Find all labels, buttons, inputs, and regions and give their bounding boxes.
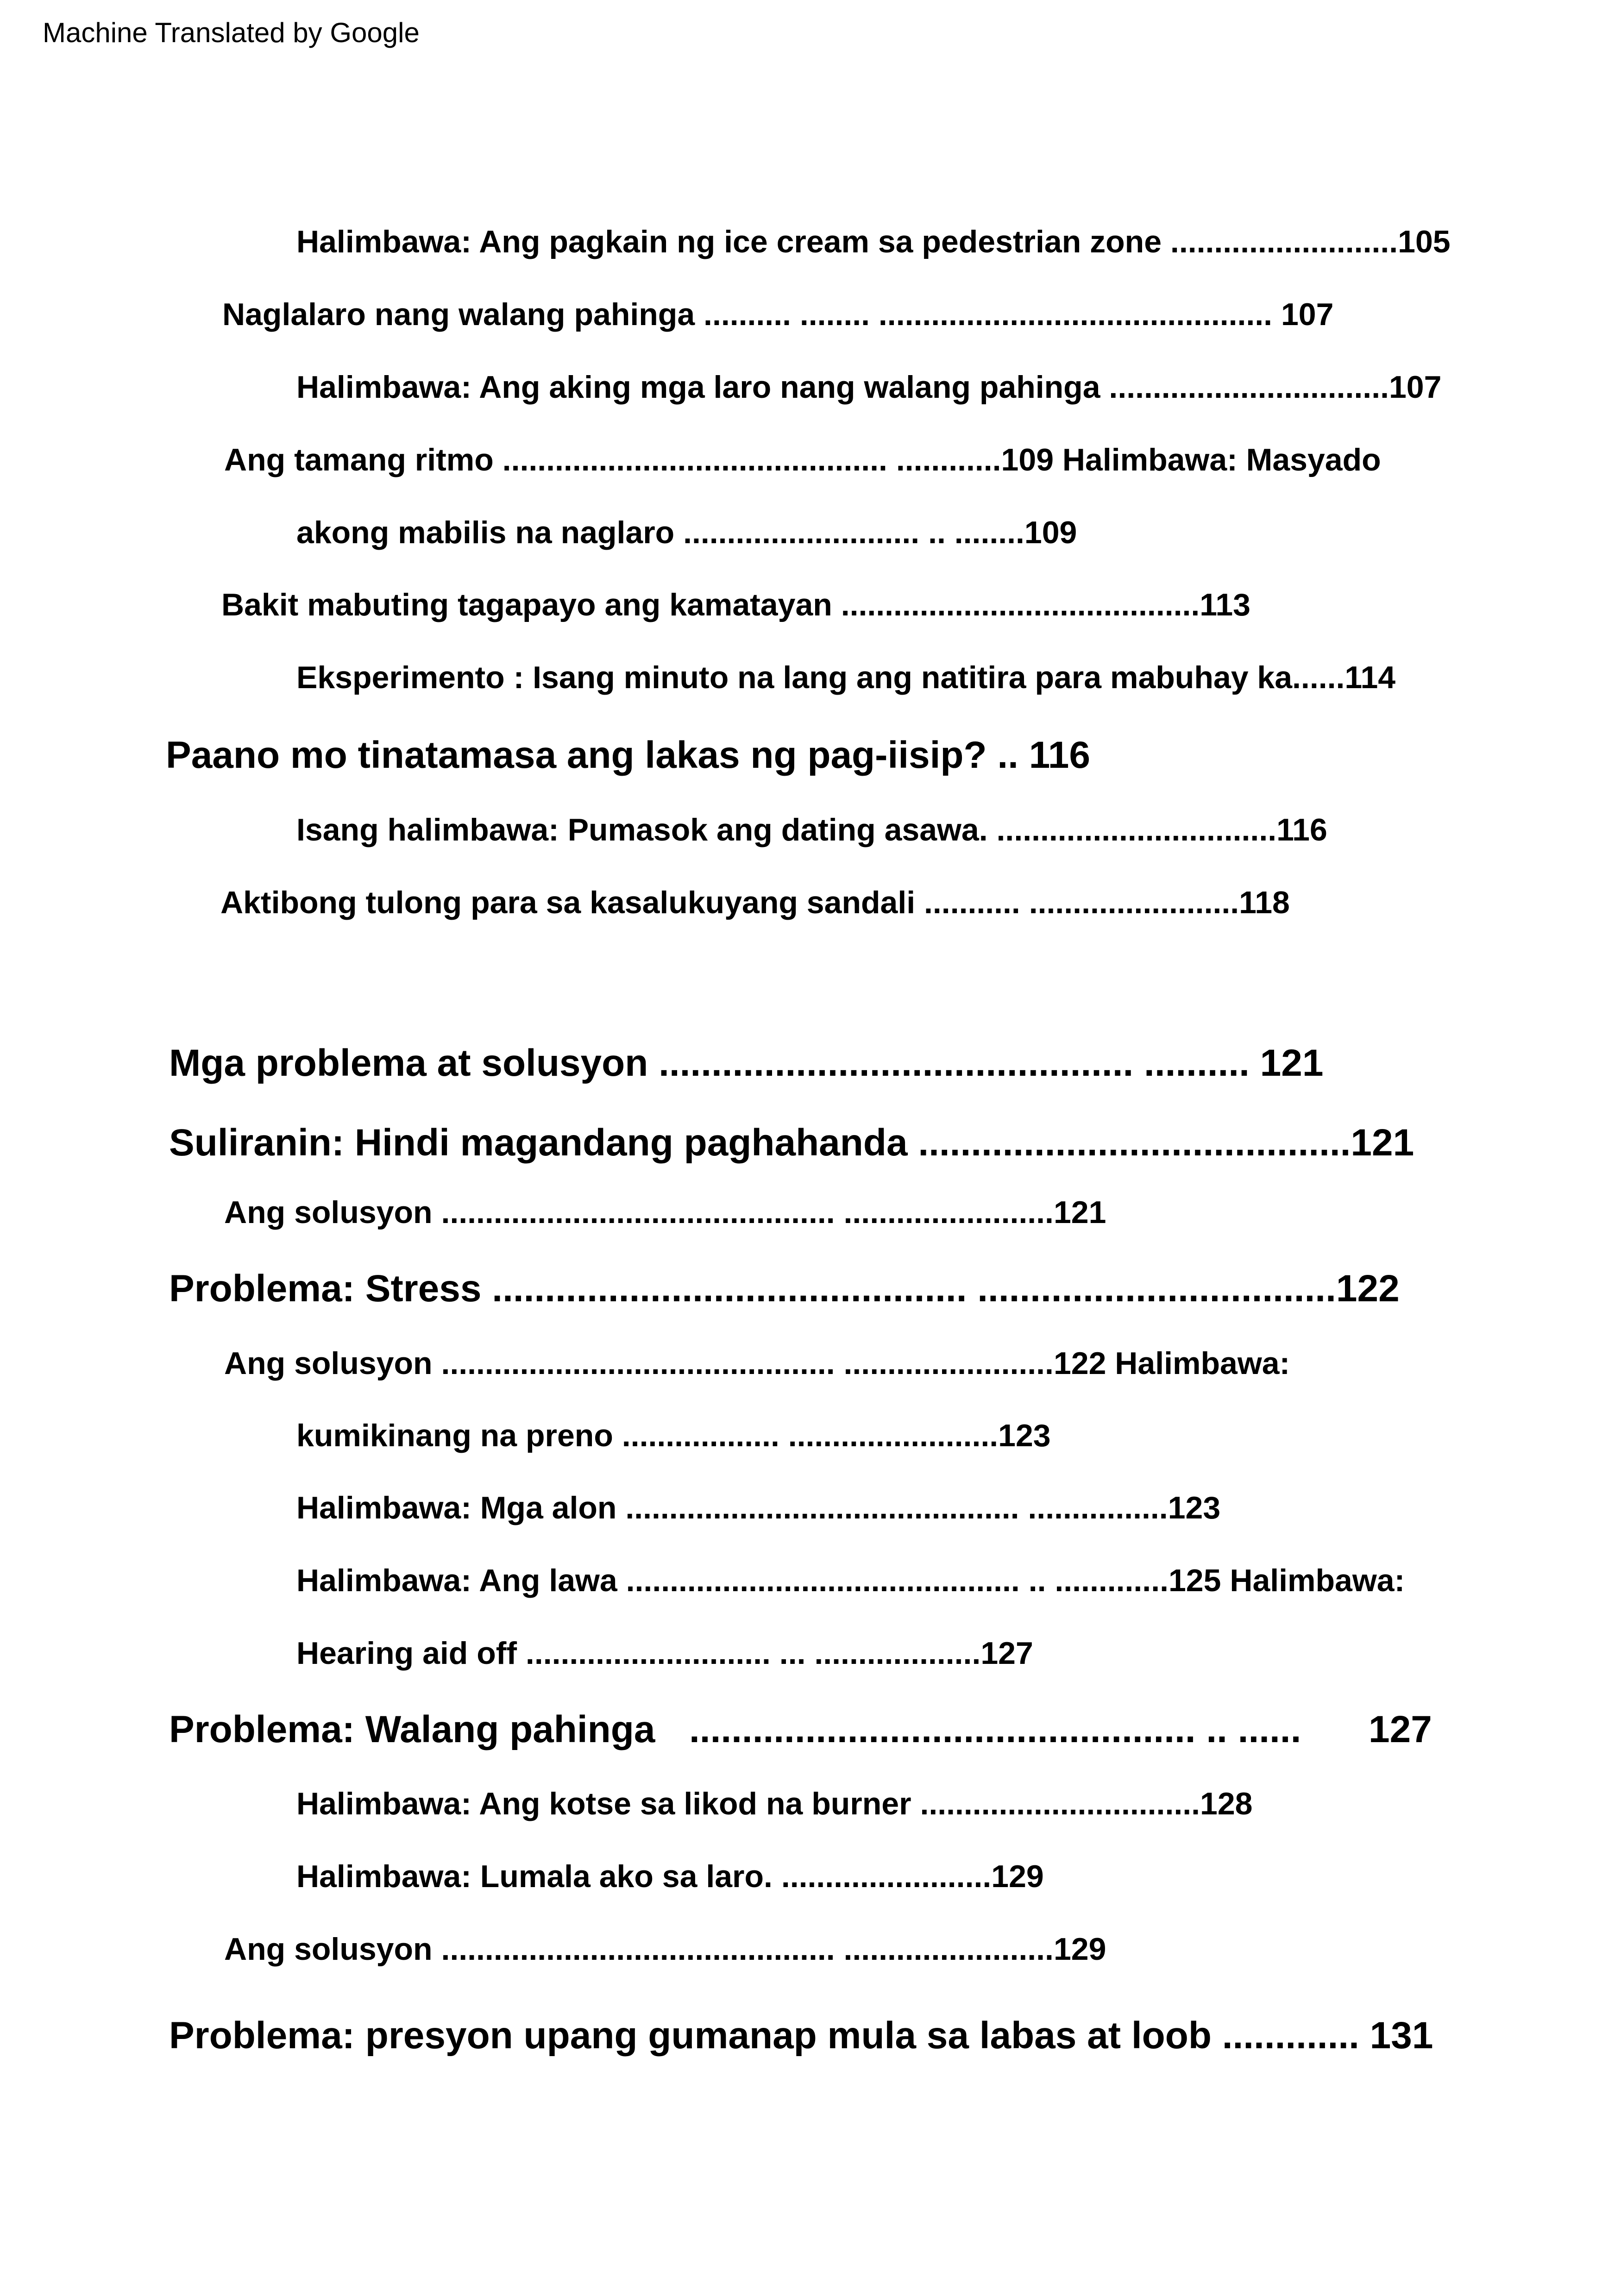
- toc-entry[interactable]: Halimbawa: Lumala ako sa laro. ........................129: [296, 1859, 1044, 1894]
- toc-entry[interactable]: Ang solusyon ............................................. ........................129: [224, 1932, 1106, 1967]
- toc-entry[interactable]: kumikinang na preno .................. ........................123: [296, 1418, 1051, 1453]
- toc-entry[interactable]: akong mabilis na naglaro ........................... .. ........109: [296, 515, 1077, 550]
- toc-entry[interactable]: Halimbawa: Ang pagkain ng ice cream sa pedestrian zone ..........................105: [296, 224, 1451, 259]
- toc-page-number: 127: [1369, 1708, 1432, 1750]
- toc-chapter-heading[interactable]: Suliranin: Hindi magandang paghahanda .........................................121: [169, 1122, 1414, 1164]
- toc-entry[interactable]: Ang solusyon ............................................. ........................122 Halimbawa:: [224, 1346, 1290, 1381]
- toc-entry[interactable]: Halimbawa: Mga alon ............................................. ................123: [296, 1490, 1221, 1525]
- toc-chapter-heading[interactable]: Mga problema at solusyon ............................................. .......... 121: [169, 1042, 1324, 1084]
- toc-entry[interactable]: Ang tamang ritmo ............................................ ............109 Halimbawa: Masyado: [224, 442, 1381, 477]
- toc-entry[interactable]: Aktibong tulong para sa kasalukuyang sandali ........... ........................118: [220, 885, 1290, 920]
- toc-chapter-heading[interactable]: Problema: Stress ............................................. ..................................122: [169, 1267, 1400, 1310]
- toc-chapter-heading[interactable]: Problema: Walang pahinga: [169, 1708, 655, 1750]
- toc-entry[interactable]: Bakit mabuting tagapayo ang kamatayan .........................................113: [221, 587, 1250, 622]
- toc-entry[interactable]: Ang solusyon ............................................. ........................121: [224, 1195, 1106, 1230]
- toc-entry[interactable]: Naglalaro nang walang pahinga .......... ........ ............................................. 107: [222, 297, 1334, 332]
- toc-chapter-heading[interactable]: Problema: presyon upang gumanap mula sa labas at loob ............. 131: [169, 2014, 1433, 2057]
- toc-entry[interactable]: Halimbawa: Ang lawa ............................................. .. .............125 Halimbawa:: [296, 1563, 1405, 1598]
- toc-chapter-heading[interactable]: Paano mo tinatamasa ang lakas ng pag-iisip? .. 116: [166, 734, 1090, 776]
- machine-translation-banner: Machine Translated by Google: [43, 17, 420, 48]
- toc-entry[interactable]: Isang halimbawa: Pumasok ang dating asawa. ................................116: [296, 812, 1327, 847]
- toc-entry[interactable]: Halimbawa: Ang kotse sa likod na burner ................................128: [296, 1786, 1253, 1821]
- toc-entry[interactable]: Eksperimento : Isang minuto na lang ang natitira para mabuhay ka......114: [296, 660, 1396, 695]
- toc-entry[interactable]: Halimbawa: Ang aking mga laro nang walang pahinga ................................107: [296, 370, 1442, 405]
- toc-entry[interactable]: Hearing aid off ............................ ... ...................127: [296, 1636, 1033, 1671]
- toc-leader-dots: ................................................ .. ......: [689, 1708, 1301, 1750]
